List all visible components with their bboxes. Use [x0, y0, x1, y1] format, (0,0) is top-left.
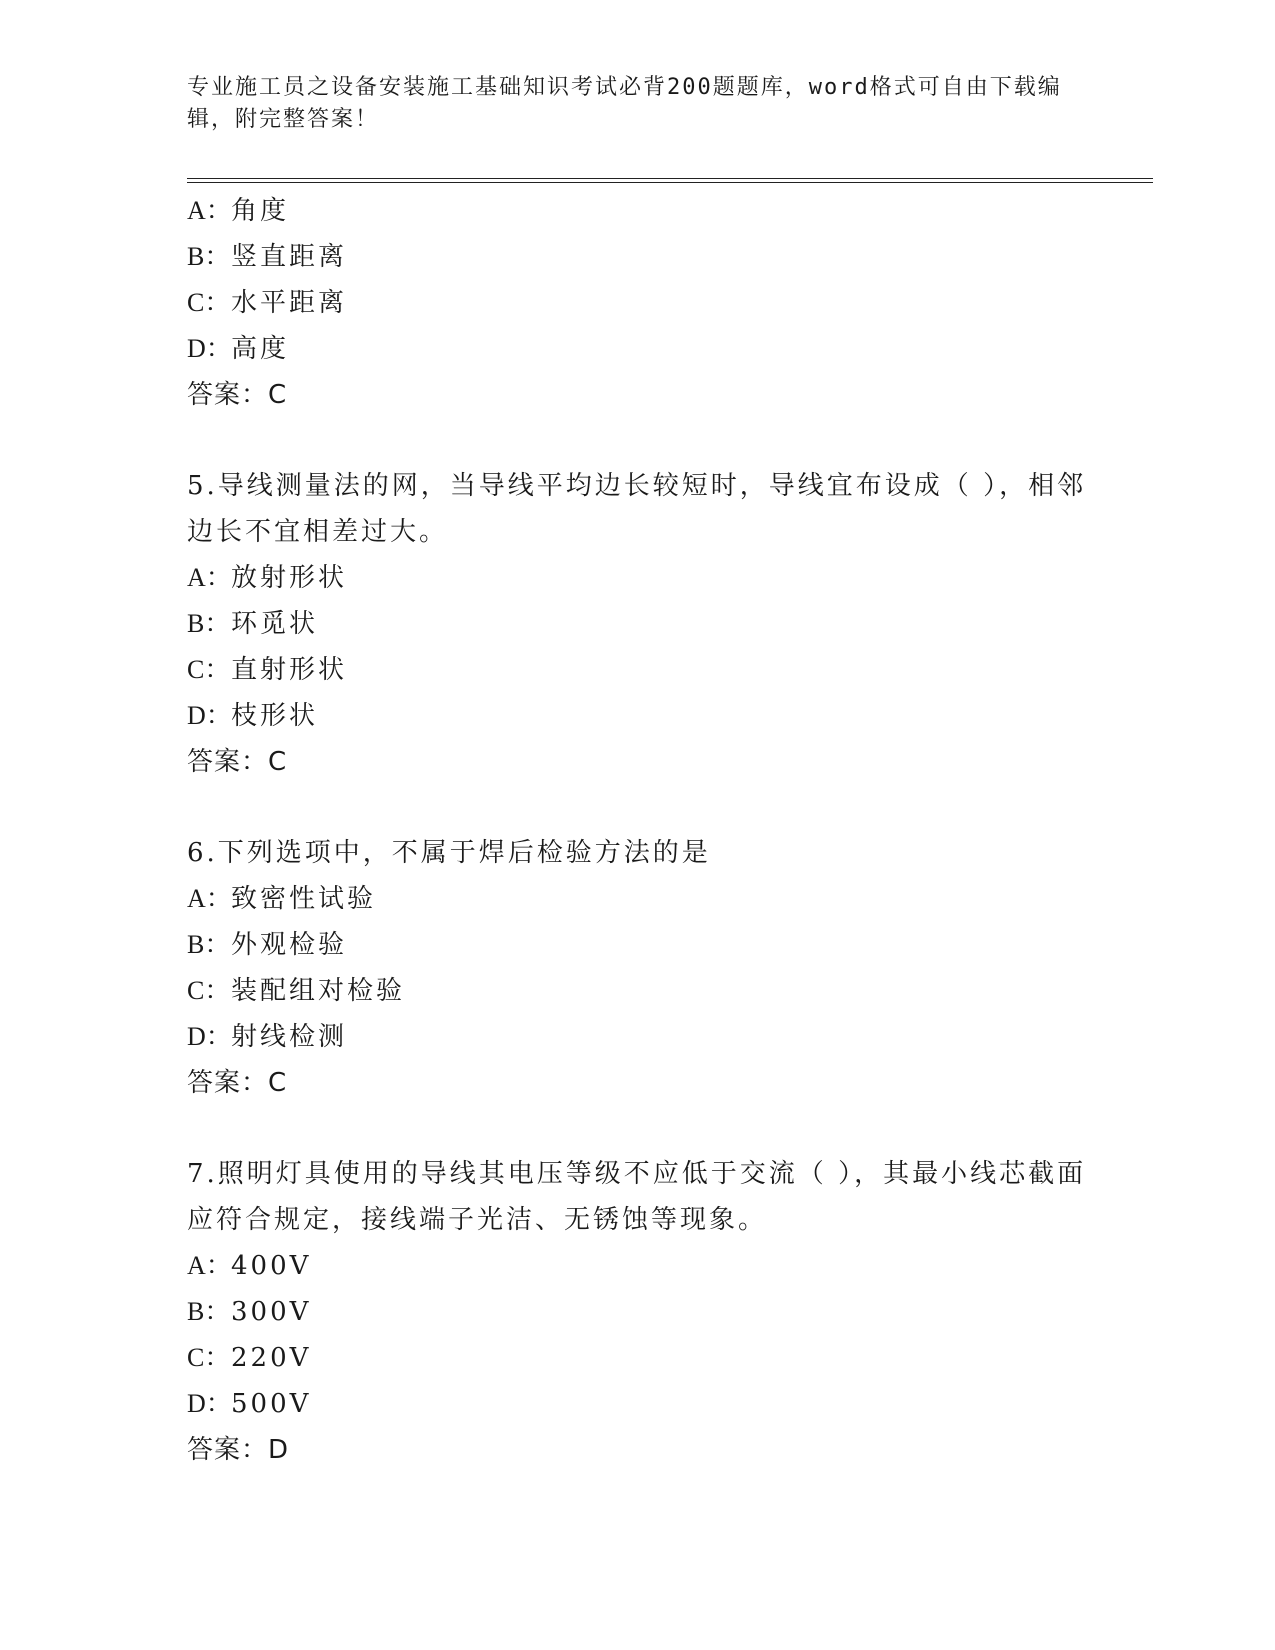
option-key: A： — [187, 196, 232, 225]
option-text: 枝形状 — [231, 701, 319, 731]
answer-line: 答案：C — [187, 380, 288, 410]
option-text: 装配组对检验 — [231, 976, 406, 1006]
option-key: D： — [187, 701, 232, 730]
option-text: 致密性试验 — [231, 884, 377, 914]
option-text: 射线检测 — [231, 1022, 348, 1052]
question-stem: 7.照明灯具使用的导线其电压等级不应低于交流（ ），其最小线芯截面应符合规定，接线端子光洁、无锈蚀等现象。 — [187, 1159, 1087, 1235]
option-key: A： — [187, 884, 232, 913]
answer-line: 答案：D — [187, 1435, 290, 1465]
question-list — [187, 188, 1087, 1473]
option-text: 水平距离 — [231, 288, 348, 318]
option-key: B： — [187, 930, 231, 959]
option-c — [187, 1335, 1087, 1381]
option-a — [187, 555, 1087, 601]
option-key: C： — [187, 655, 231, 684]
option-a — [187, 188, 1087, 234]
option-key: B： — [187, 242, 231, 271]
option-key: C： — [187, 976, 231, 1005]
spacer — [187, 785, 1087, 830]
option-c — [187, 968, 1087, 1014]
spacer — [187, 1106, 1087, 1151]
option-d — [187, 1381, 1087, 1427]
option-c — [187, 647, 1087, 693]
option-text: 300V — [231, 1297, 312, 1327]
option-text: 放射形状 — [231, 563, 348, 593]
header-divider-thin — [187, 182, 1153, 183]
option-key: D： — [187, 1022, 232, 1051]
option-key: C： — [187, 1343, 231, 1372]
option-a — [187, 1243, 1087, 1289]
option-text: 角度 — [231, 196, 290, 226]
option-a — [187, 876, 1087, 922]
option-d — [187, 1014, 1087, 1060]
option-key: A： — [187, 1251, 232, 1280]
answer-line: 答案：C — [187, 1068, 288, 1098]
option-d — [187, 693, 1087, 739]
answer-line: 答案：C — [187, 747, 288, 777]
option-key: D： — [187, 1389, 232, 1418]
option-key: A： — [187, 563, 232, 592]
option-text: 直射形状 — [231, 655, 348, 685]
question-stem: 6.下列选项中，不属于焊后检验方法的是 — [187, 838, 711, 868]
option-b — [187, 1289, 1087, 1335]
option-b — [187, 234, 1087, 280]
option-key: B： — [187, 609, 231, 638]
header-divider-thick — [187, 178, 1153, 179]
question-stem: 5.导线测量法的网，当导线平均边长较短时，导线宜布设成（ ），相邻边长不宜相差过大。 — [187, 471, 1087, 547]
option-b — [187, 601, 1087, 647]
option-text: 220V — [231, 1343, 312, 1373]
option-d — [187, 326, 1087, 372]
question-4-block — [187, 188, 1087, 418]
option-text: 高度 — [231, 334, 290, 364]
option-key: B： — [187, 1297, 231, 1326]
option-b — [187, 922, 1087, 968]
option-key: D： — [187, 334, 232, 363]
document-header: 专业施工员之设备安装施工基础知识考试必背200题题库，word格式可自由下载编辑，附完整答案！ — [187, 75, 1062, 132]
option-text: 400V — [231, 1251, 312, 1281]
option-text: 环觅状 — [231, 609, 319, 639]
option-text: 竖直距离 — [231, 242, 348, 272]
option-text: 外观检验 — [231, 930, 348, 960]
option-text: 500V — [231, 1389, 312, 1419]
spacer — [187, 418, 1087, 463]
question-7-block — [187, 1151, 1087, 1473]
option-c — [187, 280, 1087, 326]
question-6-block — [187, 830, 1087, 1106]
question-5-block — [187, 463, 1087, 785]
option-key: C： — [187, 288, 231, 317]
